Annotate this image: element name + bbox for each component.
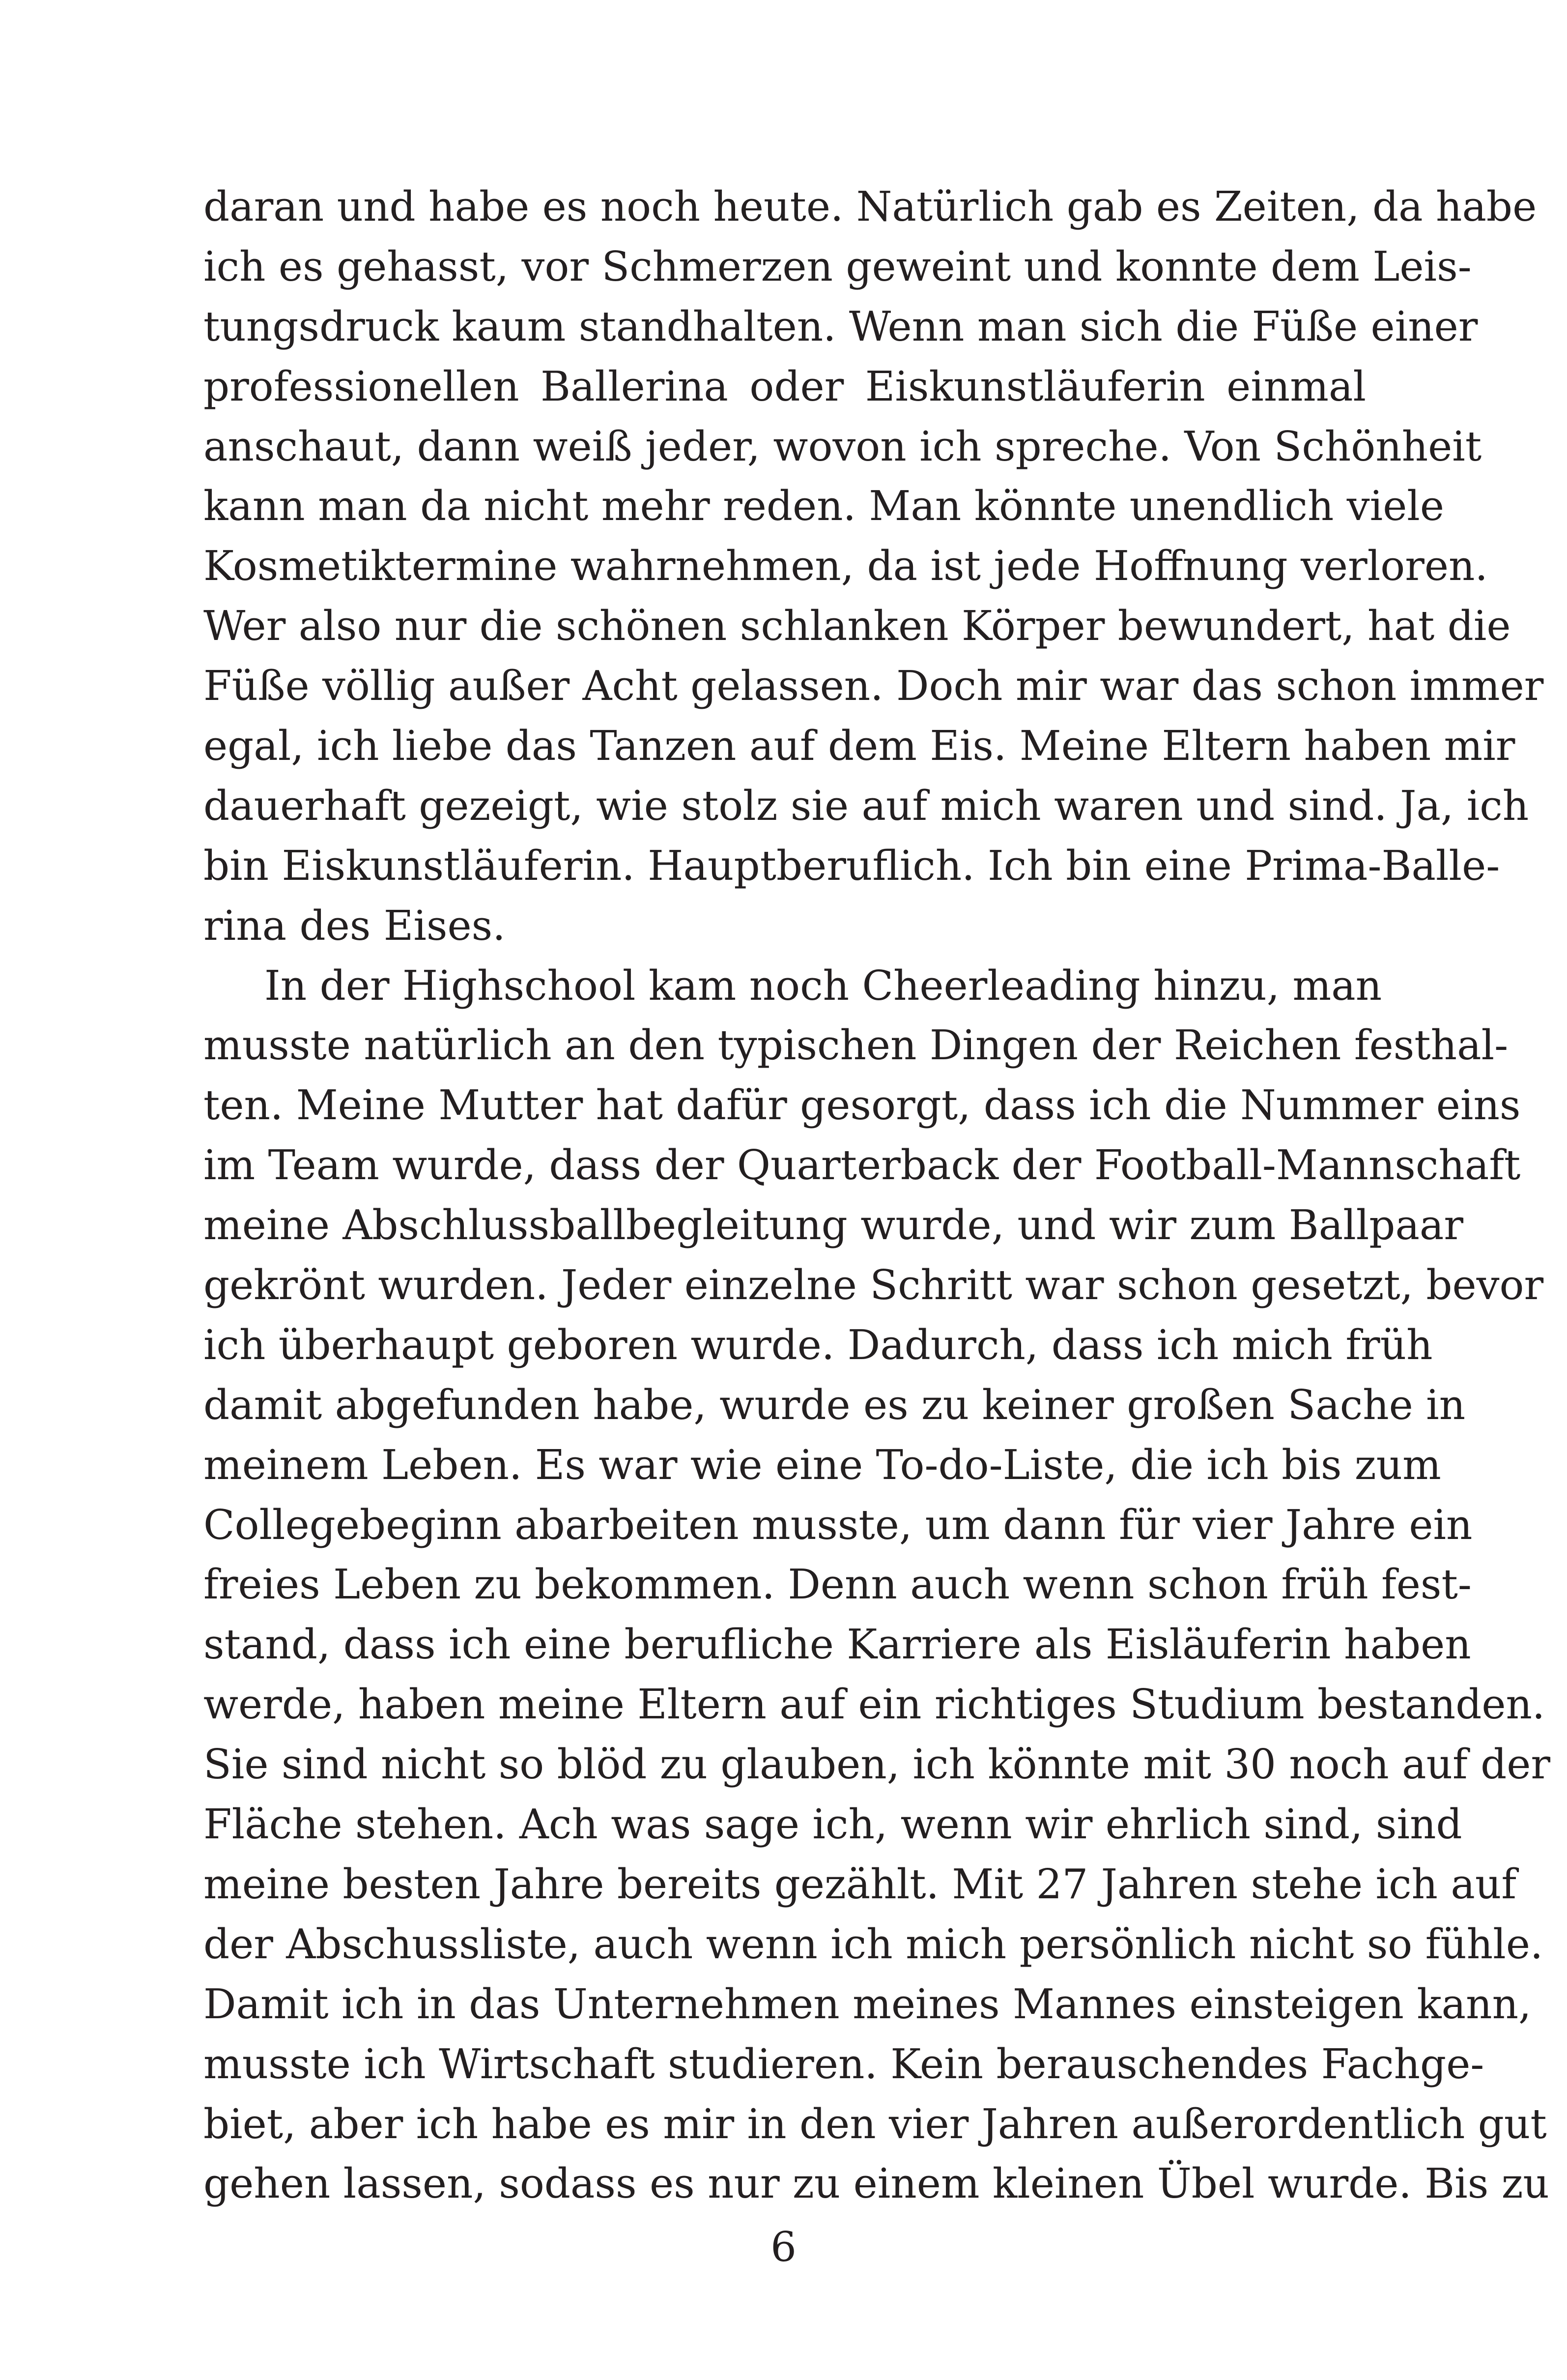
- text-line: damit abgefunden habe, wurde es zu keiner großen Sache in: [203, 1381, 1466, 1429]
- text-line: musste natürlich an den typischen Dingen der Reichen festhal-: [203, 1021, 1509, 1070]
- text-line: der Abschussliste, auch wenn ich mich persönlich nicht so fühle.: [203, 1920, 1543, 1968]
- text-line: Collegebeginn abarbeiten musste, um dann für vier Jahre ein: [203, 1501, 1473, 1549]
- text-line: freies Leben zu bekommen. Denn auch wenn schon früh fest-: [203, 1561, 1472, 1609]
- text-line: gehen lassen, sodass es nur zu einem kleinen Übel wurde. Bis zu: [203, 2160, 1549, 2208]
- text-line: dauerhaft gezeigt, wie stolz sie auf mich waren und sind. Ja, ich: [203, 782, 1529, 830]
- page-number: 6: [770, 2223, 797, 2271]
- text-line: professionellen Ballerina oder Eiskunstläuferin einmal: [203, 362, 1366, 410]
- text-line: In der Highschool kam noch Cheerleading hinzu, man: [264, 961, 1382, 1010]
- text-line: rina des Eises.: [203, 901, 506, 950]
- text-line: meinem Leben. Es war wie eine To-do-Liste, die ich bis zum: [203, 1441, 1441, 1489]
- text-line: musste ich Wirtschaft studieren. Kein berauschendes Fachge-: [203, 2040, 1484, 2088]
- text-line: ich überhaupt geboren wurde. Dadurch, dass ich mich früh: [203, 1321, 1433, 1369]
- paragraph: [203, 177, 1544, 956]
- text-line: Sie sind nicht so blöd zu glauben, ich könnte mit 30 noch auf der: [203, 1741, 1551, 1789]
- text-line: stand, dass ich eine berufliche Karriere als Eisläuferin haben: [203, 1621, 1471, 1669]
- text-line: kann man da nicht mehr reden. Man könnte unendlich viele: [203, 482, 1444, 530]
- text-line: ich es gehasst, vor Schmerzen geweint und konnte dem Leis-: [203, 242, 1472, 290]
- text-line: biet, aber ich habe es mir in den vier Jahren außerordentlich gut: [203, 2100, 1547, 2148]
- text-line: anschaut, dann weiß jeder, wovon ich spreche. Von Schönheit: [203, 422, 1482, 470]
- text-line: meine Abschlussballbegleitung wurde, und wir zum Ballpaar: [203, 1201, 1464, 1249]
- paragraph: [203, 956, 1551, 2214]
- text-line: werde, haben meine Eltern auf ein richtiges Studium bestanden.: [203, 1681, 1545, 1729]
- text-line: meine besten Jahre bereits gezählt. Mit 27 Jahren stehe ich auf: [203, 1860, 1517, 1908]
- text-line: im Team wurde, dass der Quarterback der Football-Mannschaft: [203, 1141, 1521, 1190]
- text-line: Füße völlig außer Acht gelassen. Doch mir war das schon immer: [203, 662, 1544, 710]
- text-line: daran und habe es noch heute. Natürlich gab es Zeiten, da habe: [203, 183, 1537, 231]
- text-line: Fläche stehen. Ach was sage ich, wenn wir ehrlich sind, sind: [203, 1800, 1462, 1849]
- text-line: tungsdruck kaum standhalten. Wenn man sich die Füße einer: [203, 302, 1478, 350]
- text-line: egal, ich liebe das Tanzen auf dem Eis. Meine Eltern haben mir: [203, 722, 1515, 770]
- body-text: [203, 177, 1551, 2214]
- text-line: gekrönt wurden. Jeder einzelne Schritt war schon gesetzt, bevor: [203, 1261, 1544, 1309]
- text-line: Wer also nur die schönen schlanken Körper bewundert, hat die: [203, 602, 1511, 650]
- text-line: Damit ich in das Unternehmen meines Mannes einsteigen kann,: [203, 1980, 1532, 2028]
- text-line: Kosmetiktermine wahrnehmen, da ist jede Hoffnung verloren.: [203, 542, 1488, 590]
- text-line: bin Eiskunstläuferin. Hauptberuflich. Ich bin eine Prima-Balle-: [203, 842, 1500, 890]
- text-line: ten. Meine Mutter hat dafür gesorgt, dass ich die Nummer eins: [203, 1081, 1521, 1130]
